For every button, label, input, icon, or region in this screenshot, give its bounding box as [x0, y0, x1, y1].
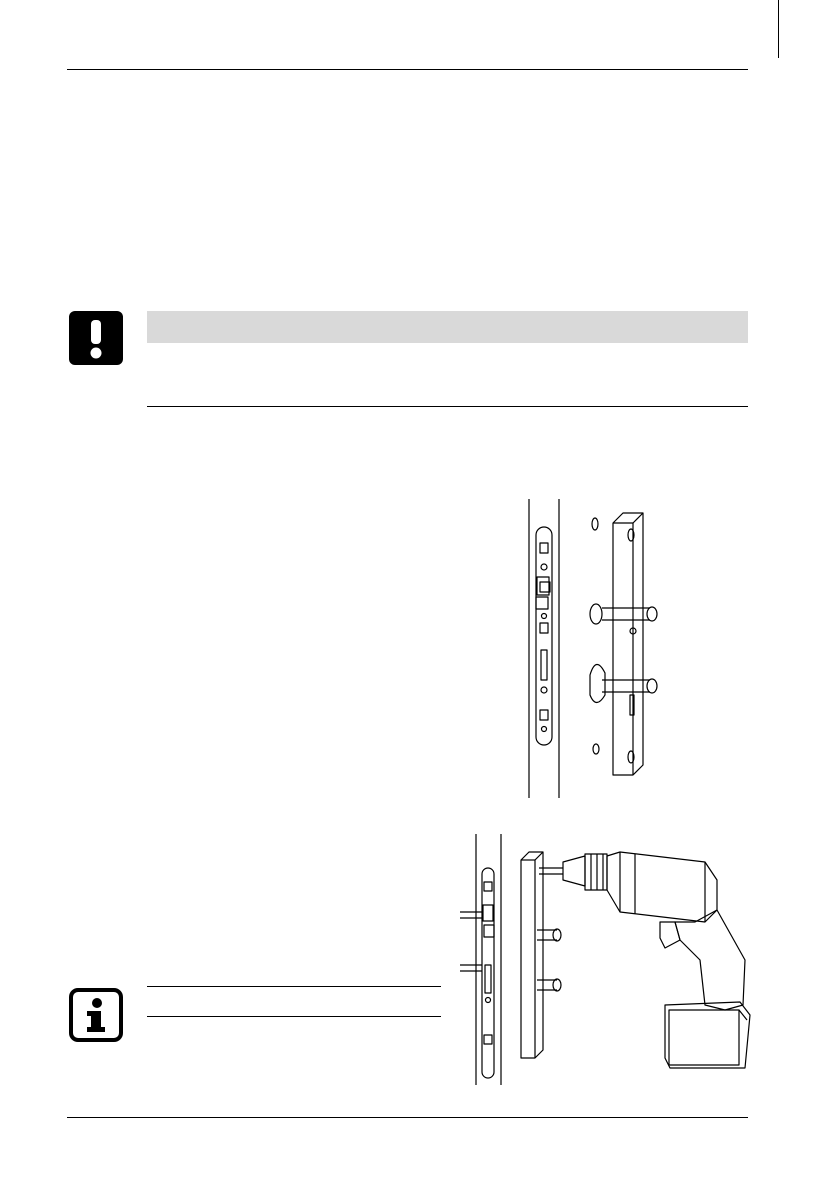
mortise-lock-faceplate-and-keeper-illustration: [510, 495, 680, 800]
warning-icon: [69, 311, 123, 365]
info-top-rule: [147, 986, 441, 987]
footer-rule: [67, 1117, 748, 1118]
warning-bottom-rule: [147, 406, 748, 407]
page-corner-mark: [778, 0, 779, 58]
drilling-keeper-with-cordless-drill-illustration: [455, 830, 765, 1090]
info-icon: [69, 988, 123, 1042]
info-bottom-rule: [147, 1016, 441, 1017]
header-rule: [67, 69, 748, 70]
warning-title-bar: [147, 311, 748, 343]
